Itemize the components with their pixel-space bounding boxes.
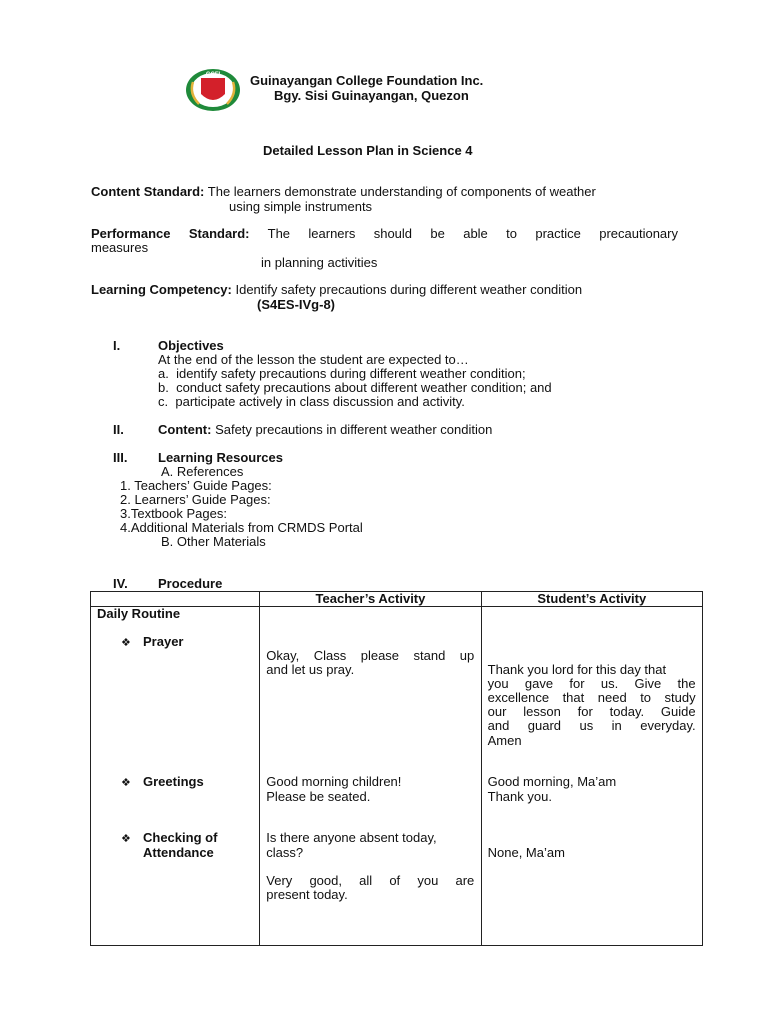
- student-prayer-line: excellence that need to study: [487, 690, 696, 705]
- bullet-icon: ❖: [121, 777, 131, 789]
- student-attendance-line: None, Ma’am: [487, 845, 565, 860]
- prayer-label: Prayer: [143, 634, 184, 649]
- page-title: Detailed Lesson Plan in Science 4: [263, 143, 473, 158]
- student-prayer-line: you gave for us. Give the: [487, 676, 696, 691]
- objective-letter: b.: [158, 380, 169, 395]
- resources-heading: Learning Resources: [158, 450, 283, 465]
- student-prayer-line: Thank you lord for this day that: [487, 662, 667, 677]
- teacher-activity-header: Teacher’s Activity: [260, 592, 481, 607]
- attendance-label-2: Attendance: [143, 845, 214, 860]
- student-greeting-line: Good morning, Ma’am: [487, 774, 617, 789]
- competency-code: (S4ES-IVg-8): [257, 297, 336, 312]
- objective-item: [158, 381, 552, 395]
- resource-item: 4.Additional Materials from CRMDS Portal: [120, 520, 363, 535]
- bullet-icon: ❖: [121, 637, 131, 649]
- student-activity-column: [481, 607, 702, 946]
- teacher-attendance-line: present today.: [266, 887, 348, 902]
- routine-column: [91, 607, 260, 946]
- student-activity-header: Student’s Activity: [481, 592, 702, 607]
- student-prayer-line: and guard us in everyday.: [487, 718, 696, 733]
- objective-item: [158, 367, 526, 381]
- teacher-greeting-line: Good morning children!: [266, 774, 402, 789]
- performance-standard-text-2: measures: [91, 240, 149, 255]
- objective-text: conduct safety precautions about different weather condition; and: [176, 380, 552, 395]
- objective-letter: c.: [158, 394, 169, 409]
- teacher-activity-column: [260, 607, 481, 946]
- content-text: Safety precautions in different weather condition: [215, 422, 493, 437]
- references-heading: A. References: [161, 464, 244, 479]
- procedure-number: IV.: [113, 576, 128, 591]
- content-number: II.: [113, 422, 124, 437]
- performance-standard-label: Performance Standard:: [91, 226, 250, 241]
- objectives-number: I.: [113, 338, 121, 353]
- table-header-row: [91, 592, 703, 607]
- other-materials-heading: B. Other Materials: [161, 534, 266, 549]
- content-standard-text: The learners demonstrate understanding of components of weather: [207, 184, 596, 199]
- student-prayer-line: Amen: [487, 733, 522, 748]
- student-prayer-line: our lesson for today. Guide: [487, 704, 696, 719]
- objective-item: [158, 395, 465, 409]
- teacher-greeting-line: Please be seated.: [266, 789, 371, 804]
- learning-competency: [91, 283, 582, 297]
- performance-standard-text-3: in planning activities: [261, 255, 378, 270]
- content-standard-label: Content Standard:: [91, 184, 205, 199]
- content-section: [158, 423, 492, 437]
- teacher-prayer-line: and let us pray.: [266, 662, 355, 677]
- objectives-intro: At the end of the lesson the student are expected to…: [158, 352, 469, 367]
- teacher-prayer-line: Okay, Class please stand up: [266, 648, 475, 663]
- content-standard-text-2: using simple instruments: [229, 199, 373, 214]
- logo-text: GCFI: [205, 72, 221, 78]
- procedure-table: [90, 591, 703, 946]
- table-row: [91, 607, 703, 946]
- performance-standard: [91, 227, 678, 241]
- attendance-label: Checking of: [143, 830, 218, 845]
- resources-number: III.: [113, 450, 128, 465]
- resource-item: 3.Textbook Pages:: [120, 506, 227, 521]
- teacher-attendance-line: class?: [266, 845, 304, 860]
- institution-name: Guinayangan College Foundation Inc.: [250, 73, 484, 88]
- procedure-heading: Procedure: [158, 576, 223, 591]
- greetings-label: Greetings: [143, 774, 204, 789]
- performance-standard-text: The learners should be able to practice precautionary: [267, 226, 678, 241]
- objective-text: participate actively in class discussion and activity.: [175, 394, 465, 409]
- teacher-attendance-line: Is there anyone absent today,: [266, 830, 437, 845]
- objective-text: identify safety precautions during different weather condition;: [176, 366, 526, 381]
- student-greeting-line: Thank you.: [487, 789, 552, 804]
- table-header-empty: [91, 592, 260, 607]
- school-logo: [185, 68, 241, 112]
- teacher-attendance-line: Very good, all of you are: [266, 873, 475, 888]
- resource-item: 1. Teachers’ Guide Pages:: [120, 478, 272, 493]
- learning-competency-text: Identify safety precautions during different weather condition: [235, 282, 583, 297]
- objectives-heading: Objectives: [158, 338, 224, 353]
- objective-letter: a.: [158, 366, 169, 381]
- content-heading: Content:: [158, 422, 212, 437]
- resource-item: 2. Learners’ Guide Pages:: [120, 492, 271, 507]
- learning-competency-label: Learning Competency:: [91, 282, 232, 297]
- institution-address: Bgy. Sisi Guinayangan, Quezon: [274, 88, 469, 103]
- daily-routine-label: Daily Routine: [97, 606, 181, 621]
- content-standard: [91, 185, 596, 199]
- bullet-icon: ❖: [121, 833, 131, 845]
